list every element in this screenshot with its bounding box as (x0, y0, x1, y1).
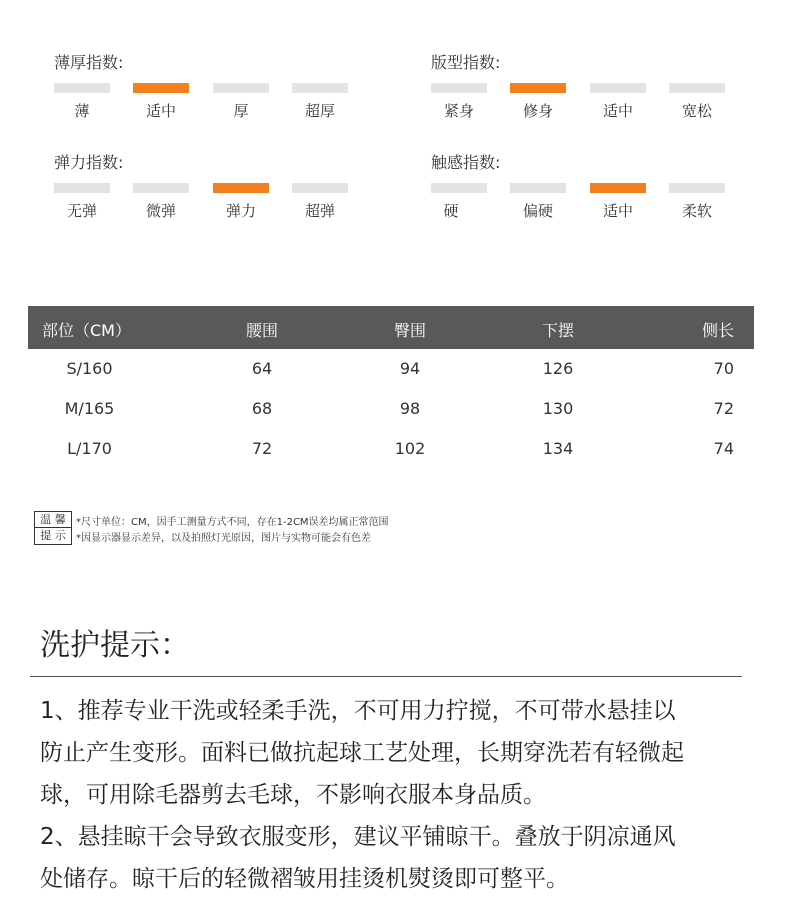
size-cell: L/170 (67, 439, 112, 458)
index-option: 适中 (145, 102, 176, 120)
index-option: 紧身 (443, 102, 474, 120)
index-option: 适中 (602, 202, 633, 220)
index-title: 弹力指数: (54, 153, 124, 172)
index-bar (431, 183, 487, 193)
index-bar (669, 83, 725, 93)
index-option: 微弹 (145, 202, 176, 220)
size-cell: S/160 (66, 359, 113, 378)
index-bar-selected (213, 183, 269, 193)
waist-cell: 68 (251, 399, 273, 418)
table-row (28, 437, 754, 477)
size-table (28, 306, 754, 477)
care-line: 处储存。晾干后的轻微褶皱用挂烫机熨烫即可整平。 (40, 866, 569, 892)
index-title: 薄厚指数: (54, 53, 124, 72)
index-bar-selected (590, 183, 646, 193)
index-option: 宽松 (681, 102, 712, 120)
header-side-length: 侧长 (701, 321, 734, 340)
header-waist: 腰围 (245, 321, 278, 340)
index-bar-selected (510, 83, 566, 93)
index-bar (510, 183, 566, 193)
index-option: 超厚 (304, 102, 335, 120)
header-hip: 臀围 (393, 321, 426, 340)
waist-cell: 72 (251, 439, 273, 458)
index-bar (213, 83, 269, 93)
size-cell: M/165 (64, 399, 115, 418)
index-option: 硬 (443, 202, 459, 220)
care-title: 洗护提示： (40, 628, 190, 663)
index-bar (292, 83, 348, 93)
index-option: 适中 (602, 102, 633, 120)
index-title: 版型指数: (431, 53, 501, 72)
hip-cell: 94 (399, 359, 421, 378)
index-bar (133, 183, 189, 193)
index-bar-selected (133, 83, 189, 93)
index-bar (54, 83, 110, 93)
tip-line-2: *因显示器显示差异，以及拍照灯光原因，图片与实物可能会有色差 (76, 533, 371, 544)
index-option: 超弹 (304, 202, 335, 220)
waist-cell: 64 (251, 359, 273, 378)
tip-badge-line1: 温 馨 (40, 513, 66, 526)
index-title: 触感指数: (431, 153, 501, 172)
index-option: 无弹 (66, 202, 97, 220)
care-line: 球，可用除毛器剪去毛球，不影响衣服本身品质。 (40, 782, 546, 808)
care-body (40, 690, 750, 900)
index-option: 薄 (74, 102, 90, 120)
index-bar (292, 183, 348, 193)
tip-line-1: *尺寸单位：CM，因手工测量方式不同，存在1-2CM误差均属正常范围 (76, 517, 389, 528)
side-length-cell: 72 (713, 399, 734, 418)
hem-cell: 134 (542, 439, 574, 458)
index-bar (669, 183, 725, 193)
index-option: 偏硬 (522, 202, 553, 220)
care-line: 2、悬挂晾干会导致衣服变形，建议平铺晾干。叠放于阴凉通风 (40, 824, 676, 850)
hem-cell: 126 (542, 359, 574, 378)
care-line: 防止产生变形。面料已做抗起球工艺处理，长期穿洗若有轻微起 (40, 740, 684, 766)
index-bar (54, 183, 110, 193)
hem-cell: 130 (542, 399, 574, 418)
index-option: 厚 (233, 102, 249, 120)
care-line: 1、推荐专业干洗或轻柔手洗，不可用力拧搅，不可带水悬挂以 (40, 698, 676, 724)
side-length-cell: 74 (713, 439, 734, 458)
index-bar (431, 83, 487, 93)
header-hem: 下摆 (541, 321, 574, 340)
table-row (28, 357, 754, 397)
hip-cell: 98 (399, 399, 421, 418)
hip-cell: 102 (394, 439, 426, 458)
tip-badge-line2: 提 示 (35, 527, 71, 543)
index-option: 柔软 (681, 202, 712, 220)
index-option: 弹力 (225, 202, 256, 220)
side-length-cell: 70 (713, 359, 734, 378)
divider (30, 676, 742, 677)
tip-badge (34, 511, 72, 545)
size-table-header (28, 306, 754, 349)
table-row (28, 397, 754, 437)
index-bar (590, 83, 646, 93)
index-option: 修身 (522, 102, 553, 120)
header-part: 部位（CM） (42, 321, 131, 340)
